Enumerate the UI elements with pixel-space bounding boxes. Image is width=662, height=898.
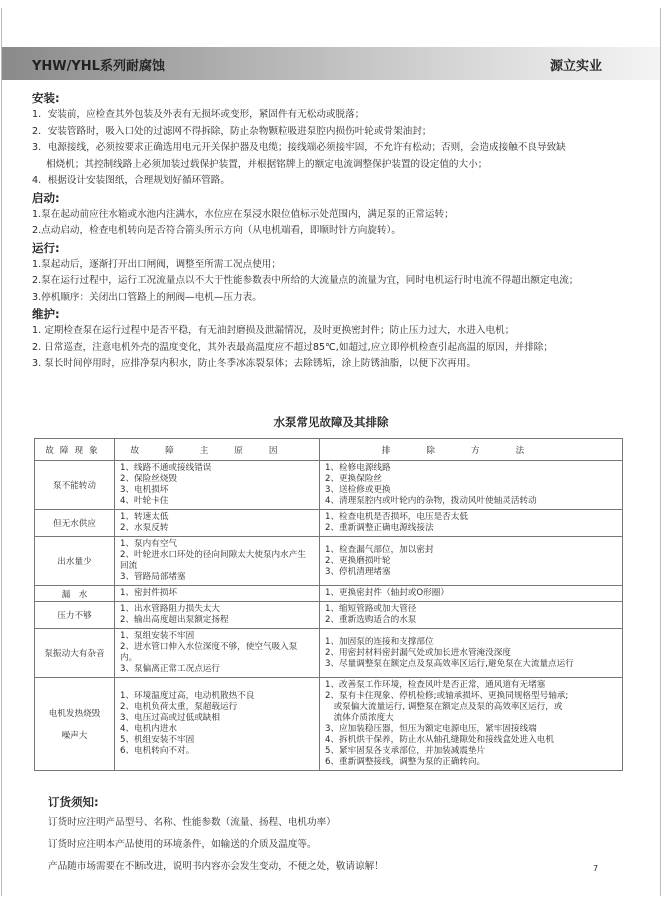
section-item: 4．根据设计安装图纸，合理规划好循环管路。 [32,175,230,186]
cause-line: 1、出水管路阻力损失太大 [120,604,220,614]
fix-line: 3、送检修或更换 [325,485,391,495]
symptom-line: 但无水供应 [53,519,96,529]
table-row [35,537,623,586]
cause-cell [115,461,320,510]
section-title: 安装: [32,91,60,105]
cause-line: 2、进水管口伸入水位深度不够，使空气吸入泵内。 [120,642,298,663]
fix-line: 1、更换密封件（轴封或O形圈） [325,588,449,598]
section-title: 运行: [32,240,60,255]
order-title: 订货须知: [48,795,99,809]
cause-line: 4、电机内进水 [120,724,178,734]
section-item: 相烧机；其控制线路上必须加装过载保护装置，并根据铭牌上的额定电流调整保护装置的设定值的大小； [46,158,488,170]
fix-cell [320,678,623,771]
table-row [35,586,623,602]
symptom-line: 漏 水 [61,589,88,600]
table-row [35,678,623,771]
fix-line: 3、停机清理堵塞 [325,566,391,577]
section-item: 2．安装管路时，吸入口处的过滤网不得拆除，防止杂物颗粒吸进泵腔内损伤叶轮或骨架油封； [32,125,432,137]
fix-line: 或泵偏大流量运行, 调整泵在额定点及泵的高效率区运行，或 [325,702,563,712]
fix-line: 1、缩短管路或加大管径 [325,604,417,614]
cause-line: 1、密封件损坏 [120,588,178,598]
cause-line: 6、电机转向不对。 [120,746,195,756]
order-item: 产品随市场需要在不断改进，说明书内容亦会发生变动，不便之处，敬请谅解！ [48,861,384,872]
symptom-line: 泵振动大有杂音 [44,649,105,659]
fix-line: 1、检查电机是否损坏，电压是否太低 [325,512,468,522]
fix-line: 2、用密封材料密封漏气处或加长进水管淹没深度 [325,647,511,658]
section-item: 3.停机顺序：关闭出口管路上的闸阀—电机—压力表。 [32,291,262,303]
fix-line: 2、泵有卡住现象、停机检修;或轴承损坏、更换同规格型号轴承; [325,691,569,701]
cause-line: 3、管路局部堵塞 [120,572,186,582]
section-item: 1.泵起动后，逐渐打开出口闸阀，调整至所需工况点使用； [32,258,281,270]
section-item: 1. 定期检查泵在运行过程中是否平稳，有无油封磨损及泄漏情况，及时更换密封件；防止压力过大，水进入电机； [32,325,515,336]
order-item: 订货时应注明本产品使用的环境条件，如输送的介质及温度等。 [48,839,317,850]
cause-line: 2、水泵反转 [120,523,169,533]
cause-line: 2、输出高度超出泵额定扬程 [120,615,229,625]
fix-line: 4、清理泵腔内或叶轮内的杂物，拨动风叶使轴灵活转动 [325,496,537,506]
table-row [35,602,623,629]
section-title: 启动: [32,190,60,205]
fix-cell [320,629,623,678]
fix-line: 1、改善泵工作环境，检查风叶是否正常，通风道有无堵塞 [325,680,546,690]
order-item: 订货时应注明产品型号、名称、性能参数（流量、扬程、电机功率） [48,817,336,828]
cause-line: 1、转速太低 [120,512,169,522]
fix-line: 1、加固泵的连接和支撑部位 [325,636,434,647]
cause-cell [115,678,320,771]
symptom-line: 压力不够 [57,611,92,621]
fix-cell [320,537,623,586]
section-item: 1.泵在起动前应往水箱或水池内注满水，水位应在泵浸水限位值标示处范围内，满足泵的正常运转； [32,208,454,220]
symptom-line: 电机发热烧毁 [48,709,101,719]
instructions [32,90,632,373]
table-row [35,461,623,510]
header-fix: 排除方法 [320,439,623,461]
cause-cell [115,586,320,602]
cause-line: 3、电机损坏 [120,485,169,495]
cause-line: 5、机组安装不牢固 [120,735,195,745]
fix-cell [320,461,623,510]
cause-line: 1、线路不通或接线错误 [120,463,212,473]
cause-line: 3、电压过高或过低或缺相 [120,713,220,723]
fix-cell [320,602,623,629]
section-item: 3. 泵长时间停用时，应排净泵内积水，防止冬季冰冻裂泵体；去除锈垢，涂上防锈油脂，以便下次再用。 [32,358,476,369]
fix-line: 4、拆机烘干保养，防止水从轴孔缝隙处和接线盒处进入电机 [325,735,554,745]
fix-line: 6、重新调整接线，调整为泵的正确转向。 [325,757,486,767]
fix-line: 1、检查漏气部位，加以密封 [325,544,434,555]
symptom-cell [35,510,115,537]
symptom-cell [35,629,115,678]
cause-line: 3、泵偏离正常工况点运行 [120,664,220,674]
troubleshooting-table [34,438,623,771]
symptom-line [35,719,114,729]
section-title: 维护: [32,307,60,321]
page-header [2,47,660,80]
symptom-cell [35,537,115,586]
fix-line: 2、更换磨损叶轮 [325,555,391,566]
symptom-cell [35,586,115,602]
section-item: 2.点动启动，检查电机转向是否符合箭头所示方向（从电机端看，即顺时针方向旋转）。 [32,225,401,236]
table-row [35,510,623,537]
cause-cell [115,537,320,586]
symptom-line: 泵不能转动 [53,481,96,491]
symptom-line: 出水量少 [57,557,92,567]
order-notes [48,792,384,878]
header-symptom: 故障现象 [35,439,115,461]
fix-line: 3、应加装稳压器，恒压为额定电源电压，紧牢固接线端 [325,724,537,734]
symptom-cell [35,678,115,771]
table-title: 水泵常见故障及其排除 [273,415,389,429]
fix-line: 2、重新调整正确电源线接法 [325,523,434,533]
cause-line: 4、叶轮卡住 [120,496,169,506]
table-row [35,629,623,678]
symptom-cell [35,602,115,629]
fix-line: 流体介质浓度大 [325,713,394,723]
section-item: 2.泵在运行过程中，运行工况流量点以不大于性能参数表中所给的大流量点的流量为宜，同时电机运行时电流不得超出额定电流； [32,275,579,286]
fix-line: 5、紧牢固泵各支承部位，并加装减震垫片 [325,746,486,756]
symptom-cell [35,461,115,510]
cause-cell [115,510,320,537]
header-cause: 故障主原因 [115,439,320,461]
cause-line: 2、电机负荷太重，泵超载运行 [120,702,238,712]
page-number: 7 [593,864,599,873]
fix-line: 1、检修电源线路 [325,463,391,473]
section-item: 1．安装前，应检查其外包装及外表有无损坏或变形，紧固件有无松动或脱落； [32,109,365,120]
cause-line: 1、泵内有空气 [120,539,178,549]
cause-cell [115,629,320,678]
fix-line: 2、更换保险丝 [325,474,383,484]
symptom-line: 噪声大 [61,731,88,741]
section-item: 2. 日常巡查，注意电机外壳的温度变化，其外表最高温度应不超过85℃,如超过,应立即停机检查引起高温的原因，并排除； [32,341,553,353]
cause-line: 1、泵组安装不牢固 [120,631,195,641]
fix-cell [320,510,623,537]
fix-line: 2、重新选购适合的水泵 [325,615,417,625]
cause-cell [115,602,320,629]
section-item: 3．电源接线，必须按要求正确选用电元开关保护器及电缆；接线端必须接牢固，不允许有松动；否则，会造成接触不良导致缺 [32,142,566,153]
fix-line: 3、尽量调整泵在额定点及泵高效率区运行,避免泵在大流量点运行 [325,658,574,669]
company-name: 源立实业 [549,59,602,74]
fix-cell [320,586,623,602]
product-series-title: YHW/YHL系列耐腐蚀 [32,59,165,74]
cause-line: 1、环境温度过高，电动机散热不良 [120,691,255,701]
cause-line: 2、保险丝烧毁 [120,474,178,484]
cause-line: 2、叶轮进水口环处的径向间隙太大使泵内水产生回流 [120,550,306,571]
